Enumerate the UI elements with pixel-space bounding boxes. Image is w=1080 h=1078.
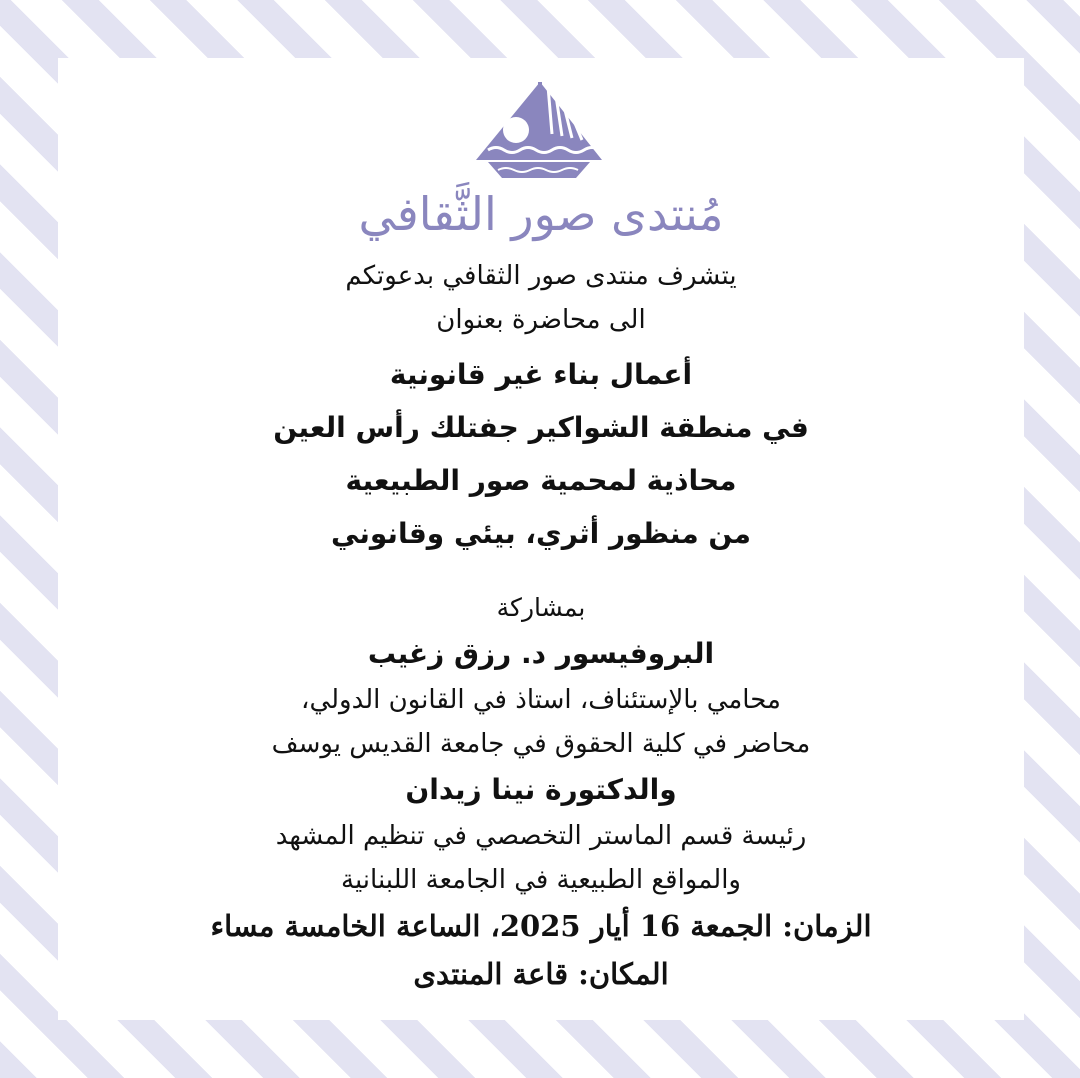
speaker-2-role-1: رئيسة قسم الماستر التخصصي في تنظيم المشهد xyxy=(275,821,807,851)
participation-label: بمشاركة xyxy=(496,593,586,622)
logo-wordmark: مُنتدى صور الثَّقافي xyxy=(358,187,724,241)
lecture-title-line-2: في منطقة الشواكير جفتلك رأس العين xyxy=(273,411,809,444)
lecture-title-line-4: من منظور أثري، بيئي وقانوني xyxy=(331,517,751,550)
speaker-2-name: والدكتورة نينا زيدان xyxy=(405,773,677,806)
event-time: الزمان: الجمعة 16 أيار 2025، الساعة الخامسة مساء xyxy=(210,909,872,943)
speaker-1-role-2: محاضر في كلية الحقوق في جامعة القديس يوسف xyxy=(271,729,811,759)
speaker-1-role-1: محامي بالإستئناف، استاذ في القانون الدولي، xyxy=(301,685,781,715)
lecture-title-line-3: محاذية لمحمية صور الطبيعية xyxy=(345,464,737,497)
event-place: المكان: قاعة المنتدى xyxy=(413,957,669,991)
intro-line-1: يتشرف منتدى صور الثقافي بدعوتكم xyxy=(345,261,737,291)
speaker-2-role-2: والمواقع الطبيعية في الجامعة اللبنانية xyxy=(341,865,741,895)
lecture-title-line-1: أعمال بناء غير قانونية xyxy=(389,358,693,391)
speaker-1-name: البروفيسور د. رزق زغيب xyxy=(367,637,715,670)
invitation-card xyxy=(58,58,1024,1020)
boat-sun-book-icon xyxy=(468,76,608,188)
invitation-content xyxy=(58,254,1024,998)
intro-line-2: الى محاضرة بعنوان xyxy=(436,305,646,335)
